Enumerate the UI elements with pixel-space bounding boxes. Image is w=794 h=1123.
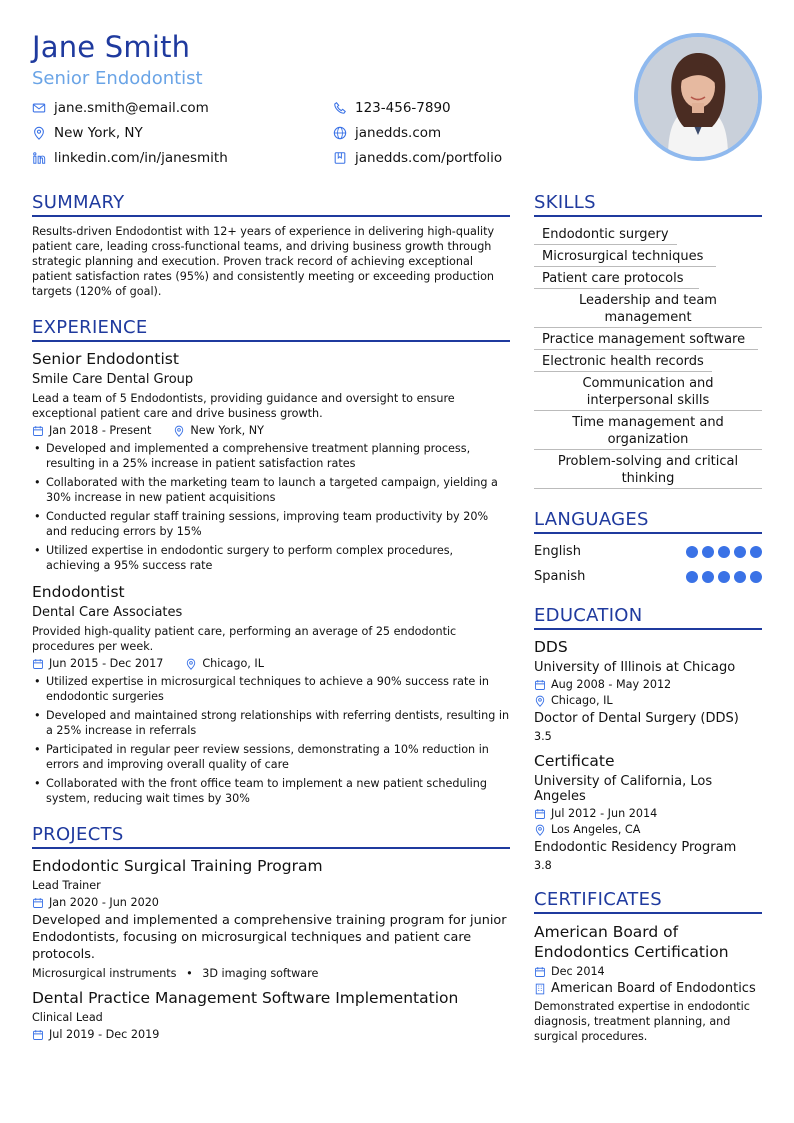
certificate-name: American Board of Endodontics Certification	[534, 923, 729, 961]
left-column	[32, 192, 510, 1041]
project-name: Endodontic Surgical Training Program	[32, 857, 323, 875]
languages-heading: LANGUAGES	[534, 509, 762, 534]
skill-item: Patient care protocols	[534, 267, 699, 289]
candidate-name: Jane Smith	[32, 30, 191, 64]
skill-item: Electronic health records	[534, 350, 712, 372]
skills-heading: SKILLS	[534, 192, 762, 217]
job-bullets	[32, 441, 510, 573]
project-role: Lead Trainer	[32, 879, 101, 892]
skill-item: Endodontic surgery	[534, 223, 677, 245]
project-item	[32, 989, 510, 1041]
job-meta	[32, 424, 510, 437]
phone-text: 123-456-7890	[355, 100, 451, 116]
language-item	[534, 539, 762, 564]
project-role: Clinical Lead	[32, 1011, 103, 1024]
language-name: English	[534, 544, 581, 559]
level-dot	[686, 571, 698, 583]
education-program: Doctor of Dental Surgery (DDS)	[534, 711, 739, 726]
bullet-item: • Utilized expertise in microsurgical techniques to achieve a 90% success rate in endodontic surgeries	[32, 674, 510, 704]
bullet-item: • Conducted regular staff training sessions, improving team productivity by 20% and reducing errors by 15%	[32, 509, 510, 539]
project-tag: Microsurgical instruments	[32, 967, 177, 980]
experience-heading: EXPERIENCE	[32, 317, 510, 342]
certificate-issuer: American Board of Endodontics	[551, 981, 756, 996]
contact-website[interactable]	[333, 125, 441, 141]
education-location: Los Angeles, CA	[551, 823, 641, 836]
project-meta	[32, 896, 510, 909]
education-location: Chicago, IL	[551, 694, 613, 707]
calendar-icon	[534, 966, 546, 978]
education-dates-row	[534, 678, 762, 691]
job-dates: Jun 2015 - Dec 2017	[49, 657, 164, 670]
project-tags	[32, 966, 510, 981]
tag-separator: •	[186, 967, 193, 980]
skill-item: Problem-solving and critical thinking	[534, 450, 762, 489]
candidate-title: Senior Endodontist	[32, 68, 203, 89]
education-location-row	[534, 694, 762, 707]
skill-item: Communication and interpersonal skills	[534, 372, 762, 411]
skill-item: Microsurgical techniques	[534, 245, 716, 267]
phone-icon	[333, 101, 347, 115]
profile-photo-image	[638, 37, 758, 157]
calendar-icon	[32, 1029, 44, 1041]
job-company: Dental Care Associates	[32, 605, 183, 620]
language-item	[534, 564, 762, 589]
contact-location	[32, 125, 143, 141]
calendar-icon	[534, 679, 546, 691]
contact-portfolio[interactable]	[333, 150, 502, 166]
education-dates-row	[534, 807, 762, 820]
bullet-item: • Developed and implemented a comprehensive treatment planning process, resulting in a 25% increase in patient satisfaction rates	[32, 441, 510, 471]
certificate-item	[534, 922, 762, 1044]
languages-list	[534, 539, 762, 589]
level-dot	[702, 546, 714, 558]
level-dot	[734, 546, 746, 558]
education-gpa: 3.8	[534, 859, 552, 872]
job-description: Lead a team of 5 Endodontists, providing guidance and oversight to ensure exceptional patient care and drive business growth.	[32, 392, 455, 420]
location-pin-icon	[32, 126, 46, 140]
certificate-date-row	[534, 965, 762, 978]
certificate-date: Dec 2014	[551, 965, 605, 978]
bullet-item: • Collaborated with the front office team to implement a new patient scheduling system, reducing wait times by 30%	[32, 776, 510, 806]
summary-text: Results-driven Endodontist with 12+ years of experience in delivering high-quality patient care, leading cross-functional teams, and driving business growth through strategic planning and execution. Proven track record of achieving exceptional patient satisfaction rates (95%) and consistently meeting or exceeding production targets (120% of goal).	[32, 225, 495, 298]
contact-linkedin[interactable]	[32, 150, 228, 166]
job-role: Endodontist	[32, 583, 125, 601]
experience-item	[32, 350, 510, 573]
certificate-issuer-row	[534, 981, 762, 996]
location-text: New York, NY	[54, 125, 143, 141]
location-pin-icon	[534, 824, 546, 836]
level-dot	[702, 571, 714, 583]
job-meta	[32, 657, 510, 670]
calendar-icon	[32, 425, 44, 437]
education-gpa: 3.5	[534, 730, 552, 743]
project-dates: Jan 2020 - Jun 2020	[49, 896, 159, 909]
experience-item	[32, 583, 510, 806]
job-dates: Jan 2018 - Present	[49, 424, 152, 437]
level-dot	[750, 571, 762, 583]
level-dot	[718, 571, 730, 583]
email-text: jane.smith@email.com	[54, 100, 209, 116]
job-location: Chicago, IL	[202, 657, 264, 670]
certificates-heading: CERTIFICATES	[534, 889, 762, 914]
project-tag: 3D imaging software	[202, 967, 319, 980]
skill-item: Practice management software	[534, 328, 758, 350]
education-degree: Certificate	[534, 752, 615, 770]
certificate-description: Demonstrated expertise in endodontic diagnosis, treatment planning, and surgical procedures.	[534, 1000, 750, 1043]
project-dates: Jul 2019 - Dec 2019	[49, 1028, 160, 1041]
education-location-row	[534, 823, 762, 836]
location-pin-icon	[173, 425, 185, 437]
profile-photo	[634, 33, 762, 161]
language-level-dots	[682, 546, 762, 558]
website-text: janedds.com	[355, 125, 442, 141]
project-item	[32, 857, 510, 981]
bullet-item: • Participated in regular peer review sessions, demonstrating a 10% reduction in errors and improving overall quality of care	[32, 742, 510, 772]
linkedin-text: linkedin.com/in/janesmith	[54, 150, 228, 166]
portfolio-text: janedds.com/portfolio	[355, 150, 503, 166]
summary-heading: SUMMARY	[32, 192, 510, 217]
contact-phone[interactable]	[333, 100, 451, 116]
language-name: Spanish	[534, 569, 586, 584]
education-program: Endodontic Residency Program	[534, 840, 737, 855]
location-pin-icon	[185, 658, 197, 670]
education-degree: DDS	[534, 638, 568, 656]
linkedin-icon	[32, 151, 46, 165]
job-role: Senior Endodontist	[32, 350, 179, 368]
education-dates: Jul 2012 - Jun 2014	[551, 807, 658, 820]
calendar-icon	[32, 897, 44, 909]
envelope-icon	[32, 101, 46, 115]
bullet-item: • Developed and maintained strong relationships with referring dentists, resulting in a 25% increase in referrals	[32, 708, 510, 738]
level-dot	[750, 546, 762, 558]
level-dot	[718, 546, 730, 558]
level-dot	[686, 546, 698, 558]
education-school: University of Illinois at Chicago	[534, 660, 736, 675]
bullet-item: • Collaborated with the marketing team to launch a targeted campaign, yielding a 30% increase in new patient acquisitions	[32, 475, 510, 505]
job-company: Smile Care Dental Group	[32, 372, 194, 387]
location-pin-icon	[534, 695, 546, 707]
education-item	[534, 752, 762, 873]
skill-item: Leadership and team management	[534, 289, 762, 328]
language-level-dots	[682, 571, 762, 583]
level-dot	[734, 571, 746, 583]
education-item	[534, 638, 762, 744]
calendar-icon	[534, 808, 546, 820]
skills-list	[534, 223, 762, 489]
skill-item: Time management and organization	[534, 411, 762, 450]
contact-email[interactable]	[32, 100, 209, 116]
project-meta	[32, 1028, 510, 1041]
job-location: New York, NY	[190, 424, 264, 437]
project-name: Dental Practice Management Software Implementation	[32, 989, 459, 1007]
job-bullets	[32, 674, 510, 806]
building-icon	[534, 983, 546, 995]
education-school: University of California, Los Angeles	[534, 774, 713, 804]
globe-icon	[333, 126, 347, 140]
education-dates: Aug 2008 - May 2012	[551, 678, 672, 691]
education-heading: EDUCATION	[534, 605, 762, 630]
right-column	[534, 192, 762, 1044]
project-description: Developed and implemented a comprehensive training program for junior Endodontists, focusing on microsurgical techniques and patient care protocols.	[32, 913, 507, 962]
projects-heading: PROJECTS	[32, 824, 510, 849]
bookmark-icon	[333, 151, 347, 165]
job-description: Provided high-quality patient care, performing an average of 25 endodontic procedures per week.	[32, 625, 457, 653]
bullet-item: • Utilized expertise in endodontic surgery to perform complex procedures, achieving a 95% success rate	[32, 543, 510, 573]
calendar-icon	[32, 658, 44, 670]
